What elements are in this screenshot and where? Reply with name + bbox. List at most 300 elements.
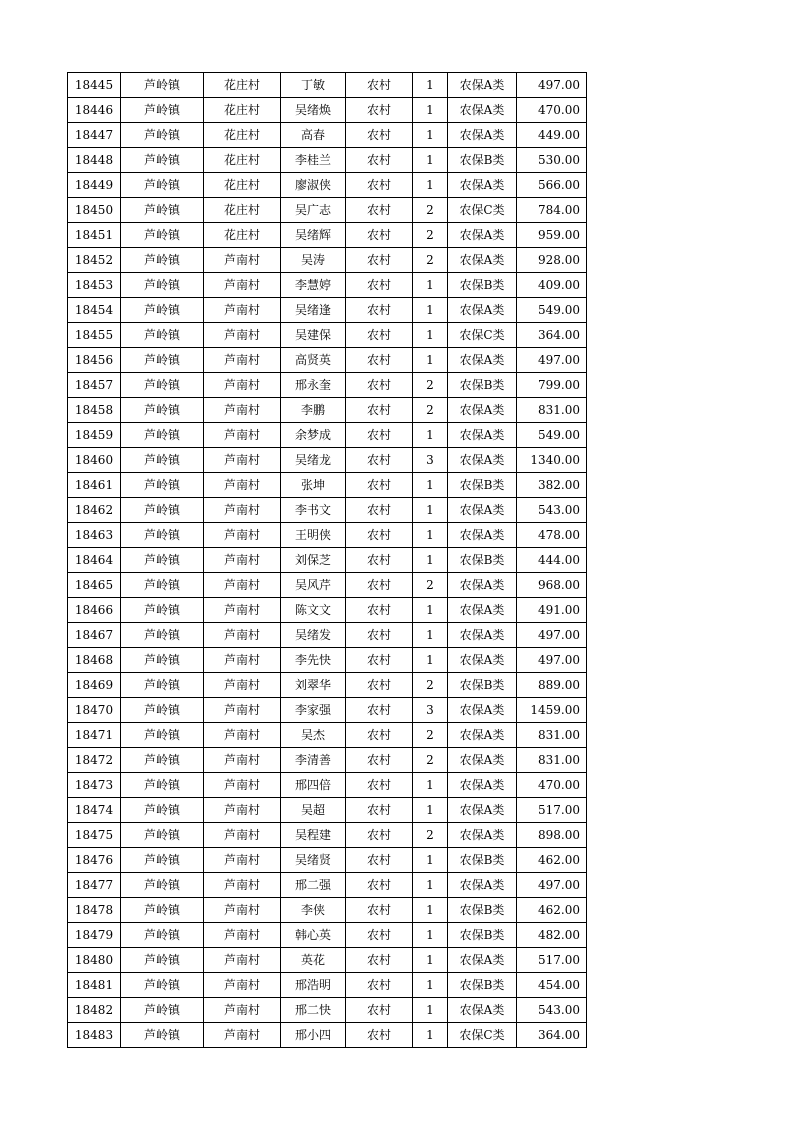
village-cell: 芦南村 — [204, 773, 281, 798]
town-cell: 芦岭镇 — [121, 798, 204, 823]
name-cell: 吴绪辉 — [281, 223, 346, 248]
town-cell: 芦岭镇 — [121, 348, 204, 373]
record-id-cell: 18478 — [68, 898, 121, 923]
village-cell: 芦南村 — [204, 348, 281, 373]
table-row — [68, 373, 587, 398]
category-cell: 农保A类 — [448, 123, 517, 148]
town-cell: 芦岭镇 — [121, 573, 204, 598]
record-id-cell: 18481 — [68, 973, 121, 998]
member-count-cell: 2 — [413, 248, 448, 273]
record-id-cell: 18470 — [68, 698, 121, 723]
household-type-cell: 农村 — [346, 598, 413, 623]
amount-cell: 470.00 — [517, 773, 587, 798]
table-row — [68, 698, 587, 723]
town-cell: 芦岭镇 — [121, 648, 204, 673]
table-row — [68, 573, 587, 598]
table-row — [68, 673, 587, 698]
town-cell: 芦岭镇 — [121, 1023, 204, 1048]
amount-cell: 382.00 — [517, 473, 587, 498]
amount-cell: 784.00 — [517, 198, 587, 223]
household-type-cell: 农村 — [346, 198, 413, 223]
record-id-cell: 18479 — [68, 923, 121, 948]
record-id-cell: 18457 — [68, 373, 121, 398]
village-cell: 芦南村 — [204, 448, 281, 473]
village-cell: 芦南村 — [204, 423, 281, 448]
town-cell: 芦岭镇 — [121, 98, 204, 123]
table-row — [68, 273, 587, 298]
town-cell: 芦岭镇 — [121, 823, 204, 848]
village-cell: 芦南村 — [204, 998, 281, 1023]
name-cell: 李书文 — [281, 498, 346, 523]
household-type-cell: 农村 — [346, 223, 413, 248]
record-id-cell: 18452 — [68, 248, 121, 273]
household-type-cell: 农村 — [346, 298, 413, 323]
category-cell: 农保A类 — [448, 173, 517, 198]
member-count-cell: 2 — [413, 673, 448, 698]
table-row — [68, 73, 587, 98]
table-row — [68, 98, 587, 123]
name-cell: 吴绪逢 — [281, 298, 346, 323]
amount-cell: 831.00 — [517, 748, 587, 773]
record-id-cell: 18459 — [68, 423, 121, 448]
household-type-cell: 农村 — [346, 448, 413, 473]
category-cell: 农保A类 — [448, 823, 517, 848]
town-cell: 芦岭镇 — [121, 748, 204, 773]
name-cell: 英花 — [281, 948, 346, 973]
amount-cell: 462.00 — [517, 898, 587, 923]
category-cell: 农保A类 — [448, 448, 517, 473]
village-cell: 芦南村 — [204, 498, 281, 523]
village-cell: 芦南村 — [204, 923, 281, 948]
town-cell: 芦岭镇 — [121, 223, 204, 248]
amount-cell: 831.00 — [517, 723, 587, 748]
name-cell: 李慧婷 — [281, 273, 346, 298]
category-cell: 农保C类 — [448, 198, 517, 223]
table-row — [68, 798, 587, 823]
name-cell: 李家强 — [281, 698, 346, 723]
town-cell: 芦岭镇 — [121, 148, 204, 173]
record-id-cell: 18456 — [68, 348, 121, 373]
member-count-cell: 2 — [413, 823, 448, 848]
town-cell: 芦岭镇 — [121, 548, 204, 573]
amount-cell: 497.00 — [517, 648, 587, 673]
town-cell: 芦岭镇 — [121, 998, 204, 1023]
town-cell: 芦岭镇 — [121, 173, 204, 198]
amount-cell: 449.00 — [517, 123, 587, 148]
household-type-cell: 农村 — [346, 423, 413, 448]
category-cell: 农保A类 — [448, 623, 517, 648]
record-id-cell: 18472 — [68, 748, 121, 773]
town-cell: 芦岭镇 — [121, 323, 204, 348]
amount-cell: 497.00 — [517, 73, 587, 98]
member-count-cell: 1 — [413, 523, 448, 548]
table-row — [68, 173, 587, 198]
name-cell: 吴超 — [281, 798, 346, 823]
name-cell: 吴广志 — [281, 198, 346, 223]
village-cell: 芦南村 — [204, 323, 281, 348]
table-row — [68, 848, 587, 873]
town-cell: 芦岭镇 — [121, 523, 204, 548]
member-count-cell: 1 — [413, 98, 448, 123]
village-cell: 芦南村 — [204, 723, 281, 748]
member-count-cell: 1 — [413, 873, 448, 898]
category-cell: 农保B类 — [448, 548, 517, 573]
table-row — [68, 298, 587, 323]
household-type-cell: 农村 — [346, 748, 413, 773]
town-cell: 芦岭镇 — [121, 248, 204, 273]
record-id-cell: 18449 — [68, 173, 121, 198]
amount-cell: 470.00 — [517, 98, 587, 123]
village-cell: 芦南村 — [204, 823, 281, 848]
record-id-cell: 18469 — [68, 673, 121, 698]
amount-cell: 1459.00 — [517, 698, 587, 723]
household-type-cell: 农村 — [346, 248, 413, 273]
village-cell: 芦南村 — [204, 273, 281, 298]
member-count-cell: 1 — [413, 273, 448, 298]
table-row — [68, 223, 587, 248]
household-type-cell: 农村 — [346, 898, 413, 923]
household-type-cell: 农村 — [346, 673, 413, 698]
village-cell: 芦南村 — [204, 898, 281, 923]
amount-cell: 478.00 — [517, 523, 587, 548]
name-cell: 李桂兰 — [281, 148, 346, 173]
member-count-cell: 1 — [413, 148, 448, 173]
table-row — [68, 473, 587, 498]
record-id-cell: 18455 — [68, 323, 121, 348]
table-row — [68, 123, 587, 148]
table-row — [68, 548, 587, 573]
member-count-cell: 2 — [413, 748, 448, 773]
village-cell: 芦南村 — [204, 748, 281, 773]
record-id-cell: 18474 — [68, 798, 121, 823]
table-row — [68, 398, 587, 423]
village-cell: 芦南村 — [204, 948, 281, 973]
category-cell: 农保C类 — [448, 323, 517, 348]
record-id-cell: 18460 — [68, 448, 121, 473]
name-cell: 吴程建 — [281, 823, 346, 848]
amount-cell: 898.00 — [517, 823, 587, 848]
name-cell: 吴绪焕 — [281, 98, 346, 123]
name-cell: 韩心英 — [281, 923, 346, 948]
name-cell: 李侠 — [281, 898, 346, 923]
village-cell: 芦南村 — [204, 973, 281, 998]
table-row — [68, 948, 587, 973]
record-id-cell: 18468 — [68, 648, 121, 673]
name-cell: 王明侠 — [281, 523, 346, 548]
member-count-cell: 1 — [413, 73, 448, 98]
village-cell: 花庄村 — [204, 123, 281, 148]
amount-cell: 549.00 — [517, 298, 587, 323]
record-id-cell: 18447 — [68, 123, 121, 148]
table-row — [68, 748, 587, 773]
name-cell: 邢永奎 — [281, 373, 346, 398]
household-type-cell: 农村 — [346, 873, 413, 898]
record-id-cell: 18464 — [68, 548, 121, 573]
town-cell: 芦岭镇 — [121, 123, 204, 148]
village-cell: 芦南村 — [204, 648, 281, 673]
category-cell: 农保A类 — [448, 423, 517, 448]
table-row — [68, 1023, 587, 1048]
table-row — [68, 923, 587, 948]
name-cell: 吴绪贤 — [281, 848, 346, 873]
table-row — [68, 248, 587, 273]
household-type-cell: 农村 — [346, 498, 413, 523]
amount-cell: 566.00 — [517, 173, 587, 198]
town-cell: 芦岭镇 — [121, 398, 204, 423]
amount-cell: 968.00 — [517, 573, 587, 598]
table-body — [68, 73, 587, 1048]
town-cell: 芦岭镇 — [121, 273, 204, 298]
amount-cell: 454.00 — [517, 973, 587, 998]
household-type-cell: 农村 — [346, 548, 413, 573]
village-cell: 芦南村 — [204, 298, 281, 323]
name-cell: 刘翠华 — [281, 673, 346, 698]
name-cell: 高春 — [281, 123, 346, 148]
member-count-cell: 1 — [413, 898, 448, 923]
member-count-cell: 1 — [413, 173, 448, 198]
household-type-cell: 农村 — [346, 398, 413, 423]
household-type-cell: 农村 — [346, 373, 413, 398]
member-count-cell: 1 — [413, 923, 448, 948]
household-type-cell: 农村 — [346, 473, 413, 498]
village-cell: 花庄村 — [204, 148, 281, 173]
household-type-cell: 农村 — [346, 848, 413, 873]
table-row — [68, 448, 587, 473]
town-cell: 芦岭镇 — [121, 698, 204, 723]
name-cell: 张坤 — [281, 473, 346, 498]
category-cell: 农保A类 — [448, 998, 517, 1023]
member-count-cell: 1 — [413, 648, 448, 673]
household-type-cell: 农村 — [346, 823, 413, 848]
name-cell: 陈文文 — [281, 598, 346, 623]
name-cell: 邢四倍 — [281, 773, 346, 798]
town-cell: 芦岭镇 — [121, 973, 204, 998]
member-count-cell: 1 — [413, 798, 448, 823]
village-cell: 芦南村 — [204, 573, 281, 598]
household-type-cell: 农村 — [346, 998, 413, 1023]
record-id-cell: 18475 — [68, 823, 121, 848]
amount-cell: 364.00 — [517, 323, 587, 348]
member-count-cell: 3 — [413, 698, 448, 723]
name-cell: 李清善 — [281, 748, 346, 773]
table-row — [68, 873, 587, 898]
record-id-cell: 18448 — [68, 148, 121, 173]
amount-cell: 462.00 — [517, 848, 587, 873]
village-cell: 芦南村 — [204, 398, 281, 423]
category-cell: 农保A类 — [448, 948, 517, 973]
name-cell: 吴涛 — [281, 248, 346, 273]
table-row — [68, 648, 587, 673]
record-id-cell: 18445 — [68, 73, 121, 98]
member-count-cell: 1 — [413, 623, 448, 648]
category-cell: 农保A类 — [448, 698, 517, 723]
village-cell: 花庄村 — [204, 198, 281, 223]
name-cell: 邢二强 — [281, 873, 346, 898]
category-cell: 农保A类 — [448, 598, 517, 623]
member-count-cell: 1 — [413, 973, 448, 998]
town-cell: 芦岭镇 — [121, 673, 204, 698]
record-id-cell: 18477 — [68, 873, 121, 898]
member-count-cell: 1 — [413, 1023, 448, 1048]
village-cell: 芦南村 — [204, 848, 281, 873]
table-row — [68, 723, 587, 748]
village-cell: 芦南村 — [204, 373, 281, 398]
name-cell: 邢二快 — [281, 998, 346, 1023]
member-count-cell: 2 — [413, 198, 448, 223]
town-cell: 芦岭镇 — [121, 198, 204, 223]
household-type-cell: 农村 — [346, 1023, 413, 1048]
member-count-cell: 1 — [413, 298, 448, 323]
member-count-cell: 1 — [413, 323, 448, 348]
town-cell: 芦岭镇 — [121, 773, 204, 798]
record-id-cell: 18461 — [68, 473, 121, 498]
record-id-cell: 18466 — [68, 598, 121, 623]
village-cell: 芦南村 — [204, 473, 281, 498]
member-count-cell: 2 — [413, 573, 448, 598]
category-cell: 农保B类 — [448, 373, 517, 398]
member-count-cell: 2 — [413, 373, 448, 398]
table-row — [68, 898, 587, 923]
village-cell: 花庄村 — [204, 98, 281, 123]
category-cell: 农保C类 — [448, 1023, 517, 1048]
category-cell: 农保A类 — [448, 498, 517, 523]
record-id-cell: 18454 — [68, 298, 121, 323]
category-cell: 农保A类 — [448, 573, 517, 598]
amount-cell: 444.00 — [517, 548, 587, 573]
name-cell: 邢小四 — [281, 1023, 346, 1048]
record-id-cell: 18463 — [68, 523, 121, 548]
amount-cell: 517.00 — [517, 798, 587, 823]
town-cell: 芦岭镇 — [121, 923, 204, 948]
member-count-cell: 1 — [413, 598, 448, 623]
category-cell: 农保B类 — [448, 473, 517, 498]
amount-cell: 928.00 — [517, 248, 587, 273]
category-cell: 农保B类 — [448, 898, 517, 923]
town-cell: 芦岭镇 — [121, 423, 204, 448]
name-cell: 李先快 — [281, 648, 346, 673]
village-cell: 芦南村 — [204, 548, 281, 573]
table-row — [68, 598, 587, 623]
table-row — [68, 498, 587, 523]
record-id-cell: 18471 — [68, 723, 121, 748]
member-count-cell: 2 — [413, 723, 448, 748]
town-cell: 芦岭镇 — [121, 298, 204, 323]
village-cell: 芦南村 — [204, 248, 281, 273]
member-count-cell: 1 — [413, 848, 448, 873]
record-id-cell: 18482 — [68, 998, 121, 1023]
household-type-cell: 农村 — [346, 148, 413, 173]
town-cell: 芦岭镇 — [121, 948, 204, 973]
category-cell: 农保B类 — [448, 848, 517, 873]
name-cell: 高贤英 — [281, 348, 346, 373]
amount-cell: 497.00 — [517, 348, 587, 373]
member-count-cell: 2 — [413, 223, 448, 248]
category-cell: 农保A类 — [448, 248, 517, 273]
table-row — [68, 973, 587, 998]
town-cell: 芦岭镇 — [121, 848, 204, 873]
household-type-cell: 农村 — [346, 948, 413, 973]
table-row — [68, 323, 587, 348]
household-type-cell: 农村 — [346, 323, 413, 348]
household-type-cell: 农村 — [346, 923, 413, 948]
category-cell: 农保B类 — [448, 673, 517, 698]
household-type-cell: 农村 — [346, 723, 413, 748]
amount-cell: 831.00 — [517, 398, 587, 423]
town-cell: 芦岭镇 — [121, 623, 204, 648]
household-type-cell: 农村 — [346, 623, 413, 648]
amount-cell: 530.00 — [517, 148, 587, 173]
amount-cell: 1340.00 — [517, 448, 587, 473]
name-cell: 丁敏 — [281, 73, 346, 98]
household-type-cell: 农村 — [346, 123, 413, 148]
table-row — [68, 773, 587, 798]
name-cell: 吴杰 — [281, 723, 346, 748]
name-cell: 邢浩明 — [281, 973, 346, 998]
table-row — [68, 423, 587, 448]
household-type-cell: 农村 — [346, 973, 413, 998]
household-type-cell: 农村 — [346, 798, 413, 823]
member-count-cell: 2 — [413, 398, 448, 423]
member-count-cell: 1 — [413, 948, 448, 973]
member-count-cell: 3 — [413, 448, 448, 473]
record-id-cell: 18451 — [68, 223, 121, 248]
member-count-cell: 1 — [413, 498, 448, 523]
table-row — [68, 823, 587, 848]
record-id-cell: 18453 — [68, 273, 121, 298]
amount-cell: 959.00 — [517, 223, 587, 248]
village-cell: 芦南村 — [204, 798, 281, 823]
village-cell: 芦南村 — [204, 698, 281, 723]
member-count-cell: 1 — [413, 423, 448, 448]
town-cell: 芦岭镇 — [121, 473, 204, 498]
name-cell: 吴绪龙 — [281, 448, 346, 473]
record-id-cell: 18465 — [68, 573, 121, 598]
category-cell: 农保A类 — [448, 348, 517, 373]
household-type-cell: 农村 — [346, 573, 413, 598]
town-cell: 芦岭镇 — [121, 898, 204, 923]
name-cell: 吴绪发 — [281, 623, 346, 648]
household-type-cell: 农村 — [346, 173, 413, 198]
town-cell: 芦岭镇 — [121, 873, 204, 898]
category-cell: 农保A类 — [448, 873, 517, 898]
category-cell: 农保A类 — [448, 73, 517, 98]
category-cell: 农保B类 — [448, 148, 517, 173]
amount-cell: 482.00 — [517, 923, 587, 948]
member-count-cell: 1 — [413, 998, 448, 1023]
village-cell: 芦南村 — [204, 873, 281, 898]
category-cell: 农保B类 — [448, 973, 517, 998]
village-cell: 芦南村 — [204, 1023, 281, 1048]
household-type-cell: 农村 — [346, 348, 413, 373]
village-cell: 花庄村 — [204, 223, 281, 248]
amount-cell: 543.00 — [517, 998, 587, 1023]
allowance-table — [67, 72, 587, 1048]
record-id-cell: 18458 — [68, 398, 121, 423]
record-id-cell: 18476 — [68, 848, 121, 873]
member-count-cell: 1 — [413, 548, 448, 573]
amount-cell: 517.00 — [517, 948, 587, 973]
town-cell: 芦岭镇 — [121, 373, 204, 398]
category-cell: 农保A类 — [448, 798, 517, 823]
category-cell: 农保A类 — [448, 298, 517, 323]
record-id-cell: 18446 — [68, 98, 121, 123]
name-cell: 余梦成 — [281, 423, 346, 448]
name-cell: 吴风芹 — [281, 573, 346, 598]
category-cell: 农保A类 — [448, 723, 517, 748]
table-row — [68, 348, 587, 373]
village-cell: 花庄村 — [204, 73, 281, 98]
name-cell: 吴建保 — [281, 323, 346, 348]
